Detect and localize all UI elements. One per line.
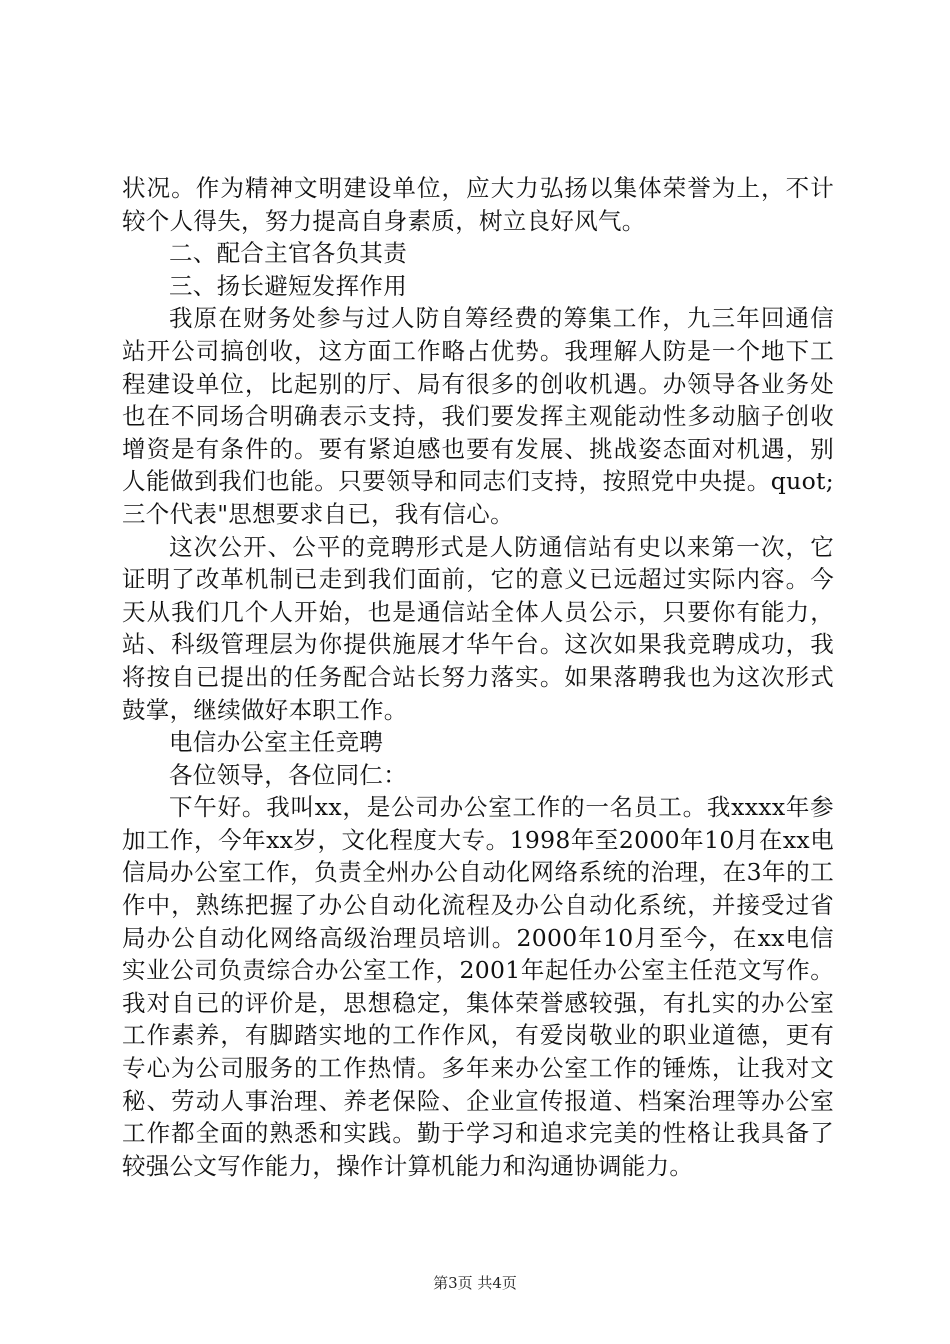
paragraph-1: 状况。作为精神文明建设单位，应大力弘扬以集体荣誉为上，不计较个人得失，努力提高自身素质，树立良好风气。 bbox=[122, 174, 834, 235]
page-number-footer: 第3页 共4页 bbox=[433, 1274, 517, 1292]
paragraph-4: 我原在财务处参与过人防自筹经费的筹集工作，九三年回通信站开公司搞创收，这方面工作略占优势。我理解人防是一个地下工程建设单位，比起别的厅、局有很多的创收机遇。办领导各业务处也在不同场合明确表示支持，我们要发挥主观能动性多动脑子创收增资是有条件的。要有紧迫感也要有发展、挑战姿态面对机遇，别人能做到我们也能。只要领导和同志们支持，按照党中央提。quot;三个代表"思想要求自已，我有信心。 bbox=[122, 304, 834, 528]
salutation: 各位领导，各位同仁： bbox=[169, 760, 407, 789]
heading-speech-title: 电信办公室主任竞聘 bbox=[169, 728, 384, 757]
heading-section-3: 三、扬长避短发挥作用 bbox=[169, 271, 407, 300]
heading-section-2: 二、配合主官各负其责 bbox=[169, 239, 407, 268]
paragraph-8: 下午好。我叫xx，是公司办公室工作的一名员工。我xxxx年参加工作，今年xx岁，文化程度大专。1998年至2000年10月在xx电信局办公室工作，负责全州办公自动化网络系统的治理，在3年的工作中，熟练把握了办公自动化流程及办公自动化系统，并接受过省局办公自动化网络高级治理员培训。2000年10月至今，在xx电信实业公司负责综合办公室工作，2001年起任办公室主任范文写作。我对自已的评价是，思想稳定，集体荣誉感较强，有扎实的办公室工作素养，有脚踏实地的工作作风，有爱岗敬业的职业道德，更有专心为公司服务的工作热情。多年来办公室工作的锤炼，让我对文秘、劳动人事治理、养老保险、企业宣传报道、档案治理等办公室工作都全面的熟悉和实践。勤于学习和追求完美的性格让我具备了较强公文写作能力，操作计算机能力和沟通协调能力。 bbox=[122, 793, 834, 1180]
paragraph-5: 这次公开、公平的竞聘形式是人防通信站有史以来第一次，它证明了改革机制已走到我们面前，它的意义已远超过实际内容。今天从我们几个人开始，也是通信站全体人员公示，只要你有能力，站、科级管理层为你提供施展才华午台。这次如果我竞聘成功，我将按自已提出的任务配合站长努力落实。如果落聘我也为这次形式鼓掌，继续做好本职工作。 bbox=[122, 532, 834, 724]
document-body bbox=[122, 172, 834, 1182]
